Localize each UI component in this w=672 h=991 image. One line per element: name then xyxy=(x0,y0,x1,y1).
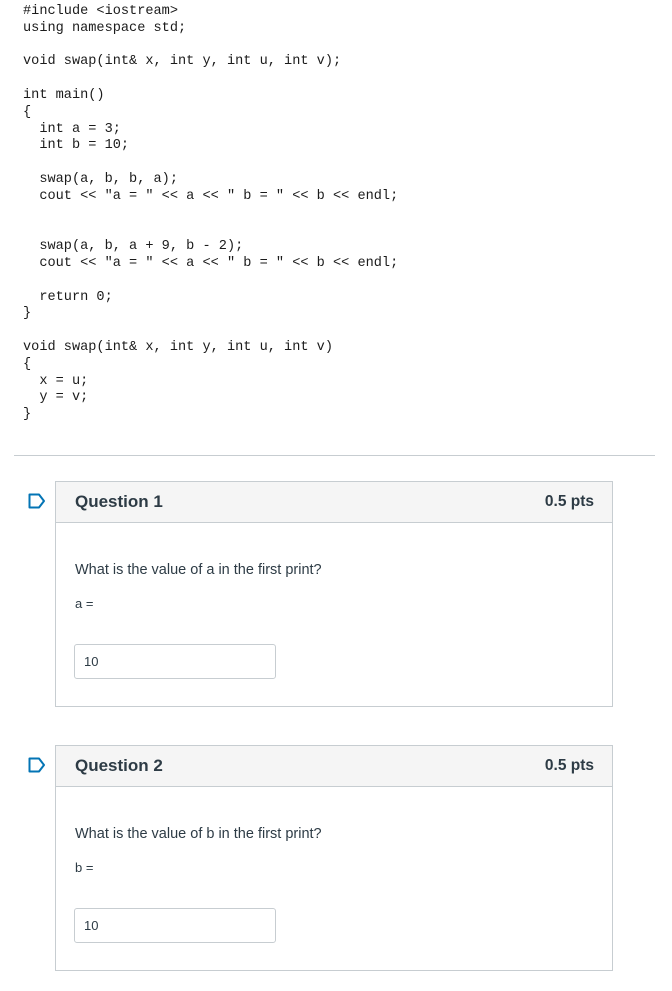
code-line xyxy=(23,323,398,340)
code-line: #include <iostream> xyxy=(23,4,178,19)
question-card-2 xyxy=(55,745,613,971)
code-line: return 0; xyxy=(23,289,113,305)
question-points: 0.5 pts xyxy=(544,757,594,774)
code-line: void swap(int& x, int y, int u, int v) xyxy=(23,339,333,355)
code-line xyxy=(23,38,398,55)
code-line: { xyxy=(23,356,32,372)
question-text: What is the value of b in the first print? xyxy=(75,826,322,842)
code-line: cout << "a = " << a << " b = " << b << endl; xyxy=(23,255,399,271)
section-divider xyxy=(14,455,655,456)
code-line: int a = 3; xyxy=(23,121,121,137)
code-line: using namespace std; xyxy=(23,20,187,36)
code-line: } xyxy=(23,306,32,322)
code-line: { xyxy=(23,104,32,120)
code-line: swap(a, b, a + 9, b - 2); xyxy=(23,239,244,255)
code-line: swap(a, b, b, a); xyxy=(23,171,178,187)
answer-input[interactable] xyxy=(74,644,276,679)
code-line: int main() xyxy=(23,87,105,103)
code-line: y = v; xyxy=(23,390,89,406)
code-line: } xyxy=(23,407,32,423)
code-line xyxy=(23,206,398,223)
flag-question-icon[interactable] xyxy=(28,493,46,509)
code-line xyxy=(23,222,398,239)
question-header xyxy=(56,746,612,787)
code-block xyxy=(23,4,398,424)
code-line xyxy=(23,155,398,172)
answer-input[interactable] xyxy=(74,908,276,943)
answer-label: a = xyxy=(75,596,94,611)
code-line: x = u; xyxy=(23,373,89,389)
question-card-1 xyxy=(55,481,613,707)
code-line: int b = 10; xyxy=(23,138,130,154)
code-line xyxy=(23,273,398,290)
question-header xyxy=(56,482,612,523)
code-line: cout << "a = " << a << " b = " << b << endl; xyxy=(23,188,399,204)
question-points: 0.5 pts xyxy=(544,493,594,510)
question-text: What is the value of a in the first print? xyxy=(75,562,322,578)
question-title: Question 1 xyxy=(75,492,163,511)
flag-question-icon[interactable] xyxy=(28,757,46,773)
answer-label: b = xyxy=(75,860,94,875)
question-title: Question 2 xyxy=(75,756,163,775)
code-line: void swap(int& x, int y, int u, int v); xyxy=(23,54,342,70)
code-line xyxy=(23,71,398,88)
